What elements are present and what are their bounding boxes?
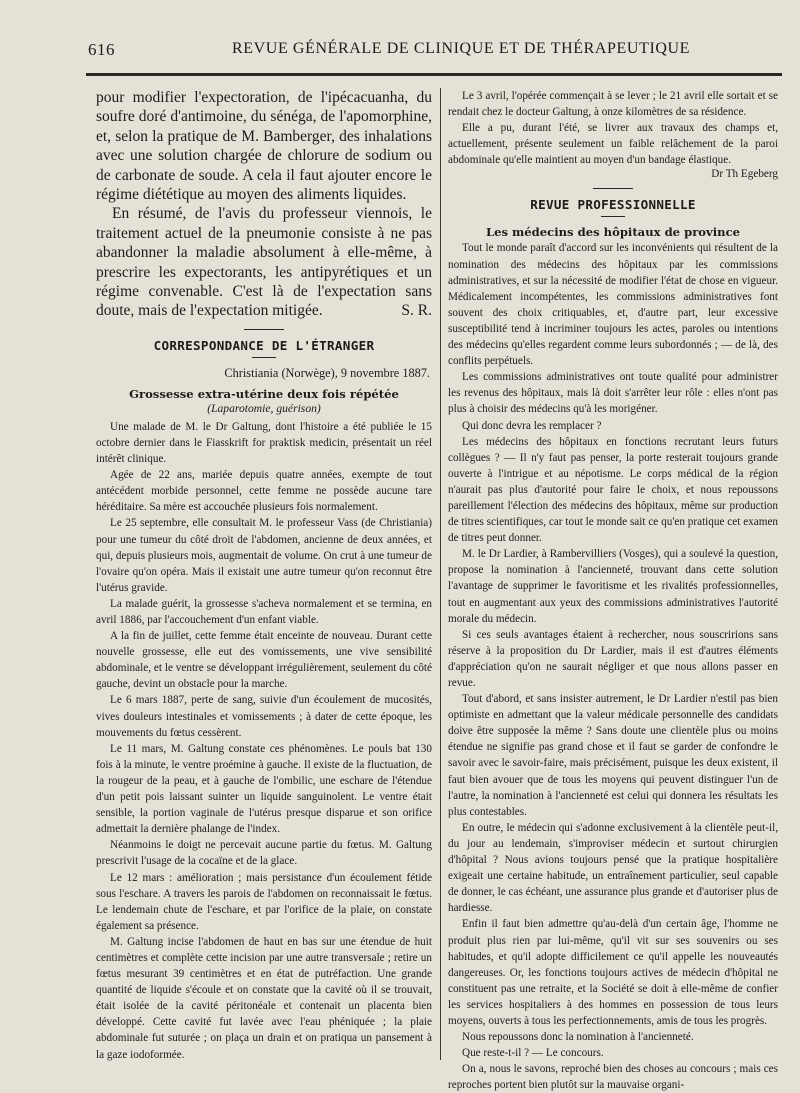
intro-text [96,88,432,321]
correspondent-signature: Dr Th Egeberg [711,168,778,181]
body-paragraph: En outre, le médecin qui s'adonne exclusivement à la clientèle peut-il, du jour au lendemain, s'improviser médecin et surtout chirurgien d'hôpital ? Nous avions toujours pensé que la pratique hospitalière exigeait une certaine habitude, un entraînement particulier, seul capable de donner, le cas échéant, une assurance plus grande et d'autoriser plus de hardiesse. [448,821,778,915]
body-paragraph: Elle a pu, durant l'été, se livrer aux travaux des champs et, actuellement, présente seulement un faible relâchement de la paroi abdominale qu'elle maintient au moyen d'un bandage élastique. [448,122,778,167]
body-paragraph: Néanmoins le doigt ne percevait aucune partie du fœtus. M. Galtung prescrivit l'usage de la cocaïne et de la glace. [96,839,432,868]
running-title: REVUE GÉNÉRALE DE CLINIQUE ET DE THÉRAPEUTIQUE [232,40,691,57]
body-paragraph: M. Galtung incise l'abdomen de haut en bas sur une étendue de huit centimètres et complète cette incision par une autre transversale ; retire un fœtus mesurant 39 centimètres et en état de putréfaction. Une grande quantité de liquide s'écoule et on constate que la cavité où il se trouvait, était isolée de la cavité péritonéale et contenait un placenta bien développé. Cette cavité fut lavée avec l'eau phéniquée ; la plaie abdominale fut suturée ; on plaça un drain et on pratiqua un pansement à la gaze iodoformée. [96,935,432,1061]
section-rule [252,357,276,358]
article-title: Les médecins des hôpitaux de province [485,225,741,240]
section-rule [601,216,625,217]
body-paragraph: Les commissions administratives ont toute qualité pour administrer les revenus des hôpitaux, mais là doit s'arrêter leur rôle : elles n'ont pas plus à choisir des médecins qu'à les morigéner. [448,371,778,416]
body-paragraph: Le 11 mars, M. Galtung constate ces phénomènes. Le pouls bat 130 fois à la minute, le ventre proémine à gauche. Il existe de la fluctuation, de la rougeur de la peau, et à gauche de l'ombilic, une eschare de l'étendue d'un petit pois laissant suinter un liquide sanguinolent. Le ventre était sensible, la portion vaginale de l'utérus presque disparue et son orifice admettait la dernière phalange de l'index. [96,742,432,836]
section-separator [593,188,633,189]
correspondence-end [448,88,778,180]
column-divider [440,88,441,1060]
body-paragraph: Les médecins des hôpitaux en fonctions recrutant leurs futurs collègues ? — Il n'y faut pas penser, la porte resterait toujours grande ouverte à l'intrigue et au népotisme. Le corps médical de la région n'aurait pas plus d'autorité pour faire le choix, et nous repoussons pareillement l'élection des médecins des hôpitaux, même sur production de titres scientifiques, car tout le monde sait ce qu'en pratique cet examen de titres peut donner. [448,435,778,545]
article-title: Grossesse extra-utérine deux fois répétée [129,386,399,401]
body-paragraph: Nous repoussons donc la nomination à l'ancienneté. [462,1031,694,1044]
page-header [0,0,800,80]
intro-signature: S. R. [401,302,432,320]
page-number: 616 [88,40,115,59]
article-body [96,419,432,1063]
body-paragraph: Une malade de M. le Dr Galtung, dont l'histoire a été publiée le 15 octobre dernier dans le Fiasskrift for praktisk medicin, présentait un réel intérêt clinique. [96,420,432,466]
body-paragraph: Que reste-t-il ? — Le concours. [462,1047,604,1060]
header-rule [86,73,782,76]
body-paragraph: Le 25 septembre, elle consultait M. le professeur Vass (de Christiania) pour une tumeur du côté droit de l'abdomen, ancienne de deux années, et qui, depuis plusieurs mois, augmentait de volume. On crut à une tumeur de l'ovaire qu'on opéra. Mais il existait une autre tumeur qu'on reconnut être l'utérus gravide. [96,517,432,594]
body-paragraph: Qui donc devra les remplacer ? [462,419,602,432]
section-title: CORRESPONDANCE DE L'ÉTRANGER [153,337,375,353]
body-paragraph: On a, nous le savons, reproché bien des choses au concours ; mais ces reproches portent bien plutôt sur la mauvaise organi- [448,1063,778,1092]
body-paragraph: Si ces seuls avantages étaient à rechercher, nous souscririons sans réserve à la proposition du Dr Lardier, mais il est d'autres éléments d'appréciation qu'on ne saurait négliger et que nous allons passer en revue. [448,628,778,689]
left-column [96,88,432,1060]
body-paragraph: Agée de 22 ans, mariée depuis quatre années, exempte de tout antécédent morbide personnel, cette femme ne possède aucune tare héréditaire. Sa mère est accouchée plusieurs fois normalement. [96,469,432,514]
article-body [448,240,778,1093]
body-paragraph: M. le Dr Lardier, à Rambervilliers (Vosges), qui a soulevé la question, propose la nomination à l'ancienneté, trouvant dans cette solution l'avantage de supprimer le favoritisme et les rivalités professionnelles, tout en augmentant aux yeux des commissions administratives l'autorité morale du médecin. [448,548,778,625]
body-paragraph: Tout le monde paraît d'accord sur les inconvénients qui résultent de la nomination des médecins des hôpitaux par les commissions administratives, et sur la nécessité de modifier l'état de chose en vigueur. Médicalement incompétentes, les commissions administratives font souvent des choix critiquables, et, d'autre part, leur excessive susceptibilité tend à incriminer toujours les actes, paroles ou intentions des médecins qu'elles regardent comme leurs subordonnés ; — de là, des conflits perpétuels. [448,242,778,368]
intro-paragraph: pour modifier l'expectoration, de l'ipécacuanha, du soufre doré d'antimoine, du sénéga, de l'apomorphine, et, selon la pratique de M. Bamberger, des inhalations avec une solution chargée de chlorure de sodium ou de carbonate de soude. A cela il faut ajouter encore le régime diététique au moyen des aliments liquides. [96,89,432,204]
article-subtitle: (Laparotomie, guérison) [207,401,321,415]
body-paragraph: Le 6 mars 1887, perte de sang, suivie d'un écoulement de mucosités, vives douleurs intestinales et vomissements ; à dater de cette époque, les mouvements du fœtus cessèrent. [96,694,432,739]
right-column [448,88,778,1092]
section-title: REVUE PROFESSIONNELLE [530,197,696,213]
section-separator [244,329,284,330]
body-paragraph: Enfin il faut bien admettre qu'au-delà d'un certain âge, l'homme ne produit plus rien par lui-même, qu'il vit sur ses souvenirs ou ses habitudes, et qu'il adopte difficilement ce qu'il appelle les nouveautés dangereuses. Or, les fonctions toujours actives de médecin d'hôpital ne constituent pas une retraite, et la Société se doit à elle-même de confier les services hospitaliers à des hommes en possession de tous leurs moyens, ouverts à tous les perfectionnements, amis de tous les progrès. [448,918,778,1027]
body-paragraph: Le 12 mars : amélioration ; mais persistance d'un écoulement fétide sous l'eschare. A travers les parois de l'abdomen on reconnaissait le fœtus. Le lendemain chute de l'eschare, et par l'orifice de la plaie, on constate également sa présence. [96,871,432,932]
body-paragraph: La malade guérit, la grossesse s'acheva normalement et se termina, en avril 1886, par l'accouchement d'un enfant viable. [96,597,432,626]
body-paragraph: Le 3 avril, l'opérée commençait à se lever ; le 21 avril elle sortait et se rendait chez le docteur Galtung, à onze kilomètres de sa résidence. [448,90,778,119]
body-paragraph: Tout d'abord, et sans insister autrement, le Dr Lardier n'estil pas bien optimiste en admettant que la valeur médicale personnelle des candidats doive être supposée la même ? Sans doute une clientèle plus ou moins étendue ne signifie pas grand chose et il faut se garder de confondre le savoir avec le savoir-faire, mais précisément, puisque les deux existent, il faut bien avouer que de tous les moyens qui peuvent distinguer l'un de l'autre, la nomination à l'ancienneté est celui qui donnera les résultats les plus contestables. [448,693,778,818]
dateline: Christiania (Norwège), 9 novembre 1887. [224,365,430,380]
intro-paragraph: En résumé, de l'avis du professeur viennois, le traitement actuel de la pneumonie consiste à ne pas abandonner la maladie absolument à elle-même, à prescrire les expectorants, les antipyrétiques et un régime convenable. C'est là de l'expectation sans doute, mais de l'expectation mitigée. S. R. [96,205,432,320]
body-paragraph: A la fin de juillet, cette femme était enceinte de nouveau. Durant cette nouvelle grossesse, elle eut des vomissements, une vive sensibilité abdominale, et le ventre se développant irrégulièrement, seulement du côté gauche, devint un obstacle pour la marche. [96,630,432,691]
